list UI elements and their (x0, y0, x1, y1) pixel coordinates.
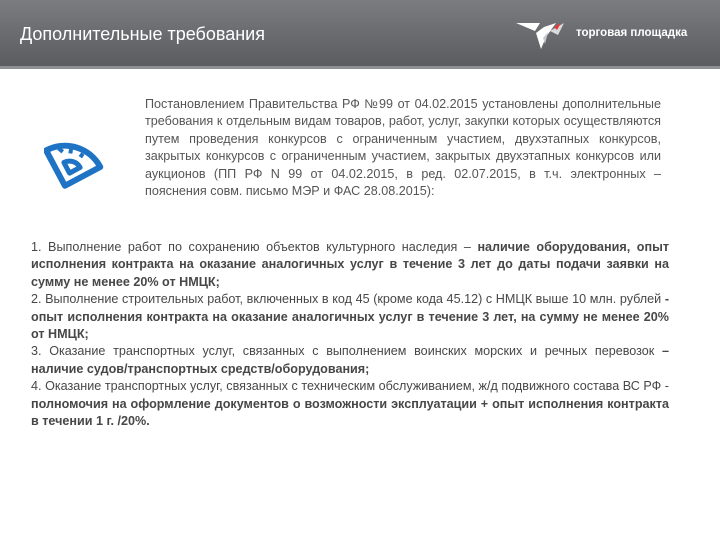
item-text: 3. Оказание транспортных услуг, связанных с выполнением воинских морских и речных перевозок (31, 344, 655, 359)
requirements-list (31, 239, 669, 430)
header-bar (0, 0, 720, 66)
list-item (31, 239, 669, 291)
logo-text: торговая площадка (576, 27, 688, 39)
item-emphasis: - опыт исполнения контракта на оказание аналогичных услуг в течение 3 лет, на сумму не менее 20% от НМЦК; (31, 292, 670, 342)
header-divider (0, 66, 720, 69)
item-text: 2. Выполнение строительных работ, включенных в код 45 (кроме кода 45.12) с НМЦК выше 10 млн. рублей (31, 292, 662, 307)
list-item (31, 378, 669, 430)
list-item (31, 343, 669, 378)
item-emphasis: – наличие судов/транспортных средств/оборудования; (31, 344, 670, 376)
page-title: Дополнительные требования (20, 24, 265, 44)
item-text: 1. Выполнение работ по сохранению объектов культурного наследия – (31, 240, 471, 254)
item-text: 4. Оказание транспортных услуг, связанных с техническим обслуживанием, ж/д подвижного состава ВС РФ - (31, 379, 669, 394)
list-item (31, 291, 669, 343)
logo[interactable] (514, 17, 714, 53)
item-emphasis: полномочия на оформление документов о возможности эксплуатации + опыт исполнения контракта в течении 1 г. /20%. (31, 396, 669, 429)
protractor-icon (44, 124, 114, 194)
intro-paragraph: Постановлением Правительства РФ №99 от 04.02.2015 установлены дополнительные требования к отдельным видам товаров, работ, услуг, закупки которых осуществляются путем проведения конкурсов с ограниченным участием, двухэтапных конкурсов, закрытых конкурсов с ограниченным участием, закрытых двухэтапных конкурсов или аукционов (ПП РФ N 99 от 04.02.2015, в ред. 02.07.2015, в т.ч. электронных – пояснения совм. письмо МЭР и ФАС 28.08.2015): (145, 97, 661, 199)
item-emphasis: наличие оборудования, опыт исполнения контракта на оказание аналогичных услуг в течение 3 лет до даты подачи заявки на сумму не менее 20% от НМЦК; (31, 240, 670, 289)
triangle-bird-logo-icon (514, 17, 574, 53)
